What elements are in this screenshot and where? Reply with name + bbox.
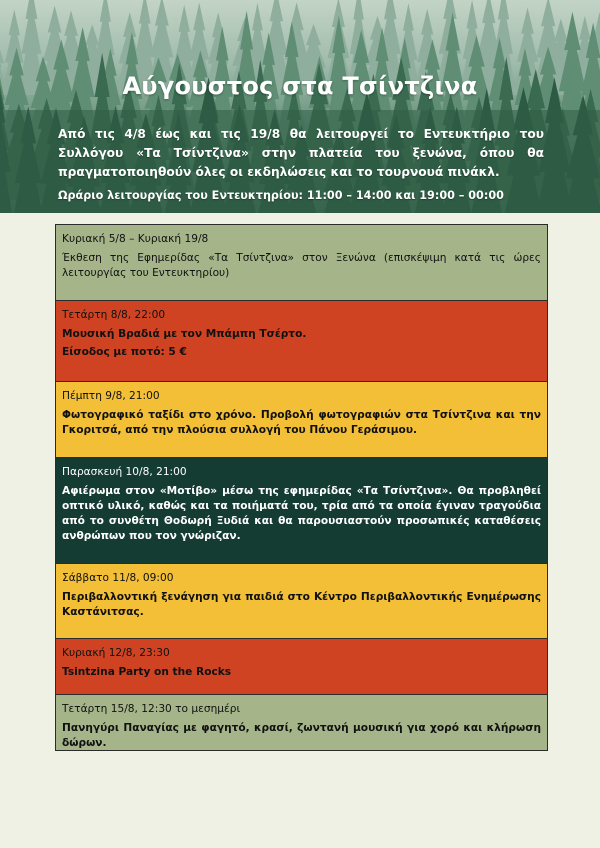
event-description: Έκθεση της Εφημερίδας «Τα Τσίντζινα» στον Ξενώνα (επισκέψιμη κατά τις ώρες λειτουργίας του Εντευκτηρίου) (62, 252, 541, 279)
event-date: Σάββατο 11/8, 09:00 (62, 572, 174, 584)
event-row (56, 694, 547, 750)
event-date: Κυριακή 12/8, 23:30 (62, 647, 170, 659)
page-title: Αύγουστος στα Τσίντζινα (122, 72, 478, 100)
event-description: Περιβαλλοντική ξενάγηση για παιδιά στο Κέντρο Περιβαλλοντικής Ενημέρωσης Καστάνιτσας. (62, 591, 541, 618)
event-date: Πέμπτη 9/8, 21:00 (62, 390, 160, 402)
event-row (56, 381, 547, 457)
event-row (56, 300, 547, 381)
event-description: Μουσική Βραδιά με τον Μπάμπη Τσέρτο. (62, 328, 307, 340)
event-description: Φωτογραφικό ταξίδι στο χρόνο. Προβολή φωτογραφιών στα Τσίντζινα και την Γκοριτσά, από την πλούσια συλλογή του Πάνου Γεράσιμου. (62, 409, 541, 436)
header-banner (0, 0, 600, 213)
event-row (56, 457, 547, 563)
event-description: Tsintzina Party on the Rocks (62, 666, 232, 678)
intro-text: Από τις 4/8 έως και τις 19/8 θα λειτουργεί το Εντευκτήριο του Συλλόγου «Τα Τσίντζινα» στην πλατεία του ξενώνα, όπου θα πραγματοποιηθούν όλες οι εκδηλώσεις και το τουρνουά πινάκλ. (58, 127, 544, 179)
event-date: Παρασκευή 10/8, 21:00 (62, 466, 187, 478)
event-description: Πανηγύρι Παναγίας με φαγητό, κρασί, ζωντανή μουσική για χορό και κλήρωση δώρων. (62, 722, 541, 749)
event-row (56, 638, 547, 694)
event-description: Αφιέρωμα στον «Μοτίβο» μέσω της εφημερίδας «Τα Τσίντζινα». Θα προβληθεί οπτικό υλικό, καθώς και τα ποιήματά του, τρία από τα οποία έγιναν τραγούδια από το συνθέτη Θοδωρή Ξυδιά και θα παρουσιαστούν προσωπικές καταθέσεις ανθρώπων που τον γνώριζαν. (62, 485, 541, 542)
event-date: Τετάρτη 15/8, 12:30 το μεσημέρι (62, 703, 241, 715)
events-table (55, 224, 548, 751)
event-date: Τετάρτη 8/8, 22:00 (62, 309, 166, 321)
opening-hours: Ωράριο λειτουργίας του Εντευκτηρίου: 11:00 – 14:00 και 19:00 – 00:00 (58, 189, 504, 202)
event-entry-fee: Είσοδος με ποτό: 5 € (62, 346, 187, 358)
event-date: Κυριακή 5/8 – Κυριακή 19/8 (62, 233, 209, 245)
event-row (56, 225, 547, 300)
event-row (56, 563, 547, 638)
